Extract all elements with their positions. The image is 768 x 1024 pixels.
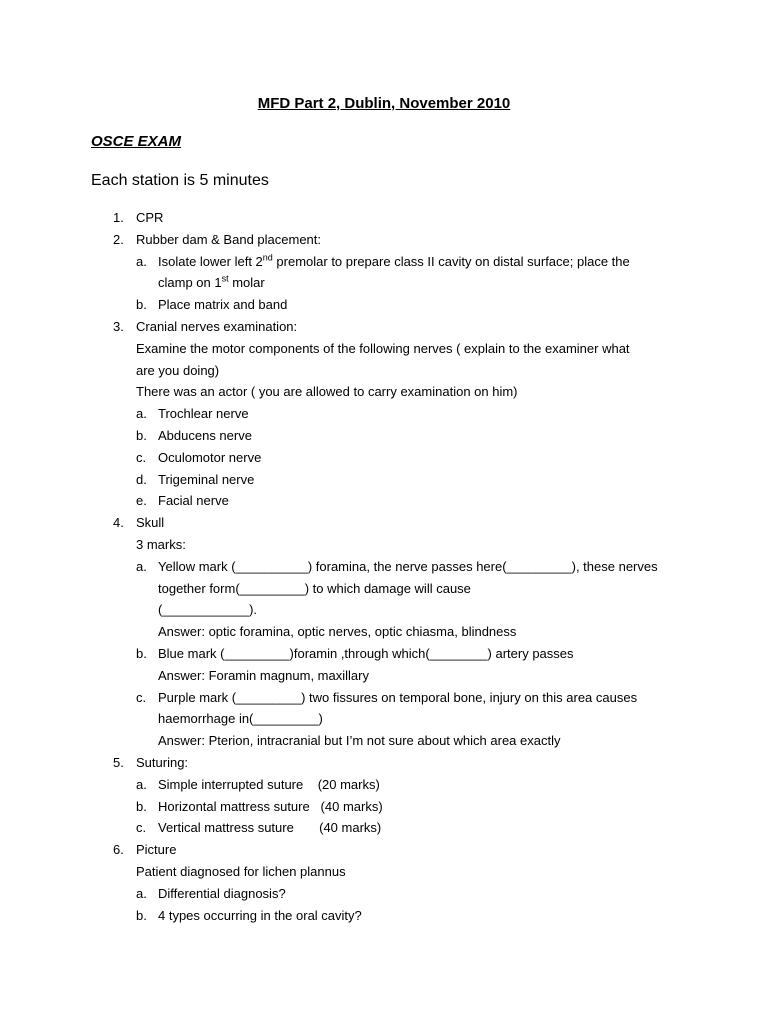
text-part: premolar to prepare class II cavity on distal surface; place the: [272, 253, 630, 269]
item-number: 4.: [113, 515, 124, 531]
paragraph-text: There was an actor ( you are allowed to carry examination on him): [136, 384, 518, 400]
document-title: MFD Part 2, Dublin, November 2010: [257, 95, 511, 112]
sub-item-letter: b.: [136, 798, 147, 814]
sub-item: [0, 817, 768, 839]
list-item: [0, 316, 768, 338]
item-text: Skull: [136, 515, 165, 531]
sub-item: [0, 447, 768, 469]
sub-item-text: Yellow mark (__________) foramina, the nerve passes here(_________), these nerves: [158, 558, 658, 574]
item-text: Cranial nerves examination:: [136, 318, 298, 334]
answer-text: Answer: Foramin magnum, maxillary: [158, 667, 369, 683]
sub-item-continuation: [0, 272, 768, 294]
sub-item-text: (____________).: [158, 602, 258, 618]
sub-item-letter: d.: [136, 471, 147, 487]
sub-item: [0, 469, 768, 491]
sub-item-letter: a.: [136, 253, 147, 269]
sub-item-continuation: [0, 599, 768, 621]
answer-line: [0, 665, 768, 687]
item-text: Rubber dam & Band placement:: [136, 231, 321, 247]
item-number: 1.: [113, 210, 124, 225]
sub-item: [0, 425, 768, 447]
sub-item-letter: b.: [136, 297, 147, 313]
sub-item: [0, 883, 768, 905]
sub-item-letter: c.: [136, 449, 147, 465]
sub-item-continuation: [0, 708, 768, 730]
answer-line: [0, 621, 768, 643]
sub-item: [0, 687, 768, 709]
sub-item: [0, 796, 768, 818]
sub-item-text: Horizontal mattress suture (40 marks): [158, 798, 383, 814]
sub-item-text: Differential diagnosis?: [158, 885, 286, 901]
list-item: [0, 839, 768, 861]
paragraph-text: are you doing): [136, 362, 220, 378]
sub-item-text: Oculomotor nerve: [158, 449, 262, 465]
sub-item-letter: a.: [136, 406, 147, 422]
paragraph: [0, 861, 768, 883]
item-text: Picture: [136, 842, 177, 858]
item-number: 3.: [113, 318, 124, 334]
sub-item-text: Blue mark (_________)foramin ,through which(________) artery passes: [158, 645, 574, 661]
marks-text: 3 marks:: [136, 536, 186, 552]
paragraph: [0, 338, 768, 360]
answer-text: Answer: Pterion, intracranial but I’m not sure about which area exactly: [158, 733, 561, 749]
sub-item-text: Facial nerve: [158, 493, 229, 509]
item-number: 5.: [113, 754, 124, 770]
sub-item: [0, 294, 768, 316]
sub-item-letter: e.: [136, 493, 147, 509]
item-number: 6.: [113, 842, 124, 858]
sub-item: [0, 556, 768, 578]
sub-item: [0, 774, 768, 796]
sub-item-text: 4 types occurring in the oral cavity?: [158, 907, 362, 923]
list-item: [0, 207, 768, 229]
sub-item: [0, 403, 768, 425]
stations-list: [0, 207, 768, 926]
sub-item-letter: b.: [136, 907, 147, 923]
sub-item: [0, 905, 768, 927]
sub-item: [0, 490, 768, 512]
sub-item-text: together form(_________) to which damage will cause: [158, 580, 471, 596]
text-part: clamp on 1: [158, 275, 222, 291]
paragraph-text: Examine the motor components of the following nerves ( explain to the examiner what: [136, 340, 630, 356]
paragraph: [0, 381, 768, 403]
sub-item-letter: a.: [136, 558, 147, 574]
item-text: CPR: [136, 210, 164, 225]
sub-item-letter: a.: [136, 885, 147, 901]
list-item: [0, 752, 768, 774]
sub-item-letter: c.: [136, 689, 147, 705]
sub-item-text: Trochlear nerve: [158, 406, 249, 422]
sub-item-text: Simple interrupted suture (20 marks): [158, 776, 380, 792]
sub-item: [0, 643, 768, 665]
superscript: st: [221, 274, 229, 285]
sub-item: [0, 251, 768, 273]
sub-item-text: [158, 272, 265, 294]
answer-text: Answer: optic foramina, optic nerves, optic chiasma, blindness: [158, 624, 517, 640]
answer-line: [0, 730, 768, 752]
list-item: [0, 512, 768, 534]
list-item: [0, 229, 768, 251]
sub-item-text: Vertical mattress suture (40 marks): [158, 820, 382, 836]
superscript: nd: [262, 252, 273, 263]
sub-item-letter: b.: [136, 427, 147, 443]
paragraph: [0, 534, 768, 556]
item-text: Suturing:: [136, 754, 189, 770]
sub-item-text: Place matrix and band: [158, 297, 288, 313]
text-part: molar: [228, 275, 265, 291]
sub-item-continuation: [0, 578, 768, 600]
section-heading: OSCE EXAM: [91, 133, 182, 150]
text-part: Isolate lower left 2: [158, 253, 263, 269]
sub-item-letter: a.: [136, 776, 147, 792]
sub-item-letter: c.: [136, 820, 147, 836]
sub-item-letter: b.: [136, 645, 147, 661]
paragraph-text: Patient diagnosed for lichen plannus: [136, 863, 346, 879]
sub-item-text: [158, 251, 630, 273]
sub-item-text: Purple mark (_________) two fissures on temporal bone, injury on this area causes: [158, 689, 638, 705]
intro-text: Each station is 5 minutes: [91, 172, 269, 189]
sub-item-text: Trigeminal nerve: [158, 471, 255, 487]
sub-item-text: Abducens nerve: [158, 427, 252, 443]
sub-item-text: haemorrhage in(_________): [158, 711, 323, 727]
paragraph: [0, 360, 768, 382]
item-number: 2.: [113, 231, 124, 247]
